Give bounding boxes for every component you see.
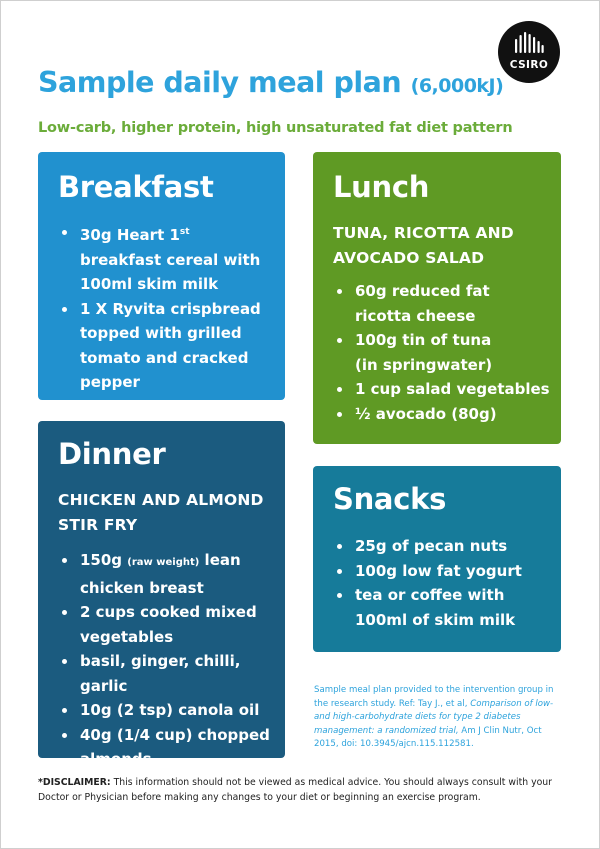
dinner-heading: Dinner	[58, 437, 166, 471]
list-item: 60g reduced fat ricotta cheese	[333, 279, 540, 328]
dinner-recipe-name: CHICKEN AND ALMOND STIR FRY	[58, 491, 264, 534]
list-item: 25g of pecan nuts	[333, 534, 548, 559]
page-title	[38, 66, 503, 99]
csiro-logo-mark-icon	[512, 31, 546, 55]
title-energy: (6,000kJ)	[410, 75, 504, 97]
dinner-card	[38, 421, 285, 768]
list-item: 40g (1/4 cup) chopped almonds	[58, 723, 270, 772]
logo-text: CSIRO	[509, 59, 549, 71]
lunch-heading: Lunch	[333, 170, 430, 204]
snacks-card	[313, 466, 561, 652]
list-item: 1 cup salad vegetables	[333, 377, 553, 402]
list-item: 1 X Ryvita crispbread topped with grilled tomato and cracked pepper	[58, 297, 270, 395]
lunch-card	[313, 152, 561, 444]
list-item: ½ avocado (80g)	[333, 402, 553, 427]
title-text: Sample daily meal plan	[38, 66, 402, 99]
lunch-list	[333, 279, 553, 426]
list-item: 100g tin of tuna (in springwater)	[333, 328, 553, 377]
list-item: 100g low fat yogurt	[333, 559, 548, 584]
list-item: 30g Heart 1st breakfast cereal with 100ml skim milk	[58, 220, 270, 297]
dinner-list	[58, 548, 283, 772]
snacks-list	[333, 534, 548, 632]
list-item: 2 cups cooked mixed vegetables	[58, 600, 270, 649]
list-item: basil, ginger, chilli, garlic	[58, 649, 283, 698]
research-reference: Sample meal plan provided to the intervention group in the research study. Ref: Tay J., et al, Comparison of low- and high-carbohydrate diets for type 2 diabetes management: a randomized trial, Am J Clin Nutr, Oct 2015, doi: 10.3945/ajcn.115.112581.	[314, 685, 554, 749]
disclaimer-text: This information should not be viewed as medical advice. You should always consult with your Doctor or Physician before making any changes to your diet or beginning an exercise program.	[38, 777, 552, 803]
breakfast-card	[38, 152, 285, 400]
list-item: 10g (2 tsp) canola oil	[58, 698, 283, 723]
disclaimer-label: *DISCLAIMER:	[38, 777, 111, 788]
lunch-recipe-name: TUNA, RICOTTA AND AVOCADO SALAD	[333, 224, 514, 267]
snacks-heading: Snacks	[333, 482, 447, 516]
disclaimer	[38, 775, 568, 805]
page-subtitle: Low-carb, higher protein, high unsaturated fat diet pattern	[38, 120, 513, 136]
list-item: 150g (raw weight) lean chicken breast	[58, 548, 260, 600]
list-item: tea or coffee with 100ml of skim milk	[333, 583, 550, 632]
breakfast-list	[58, 220, 270, 395]
csiro-logo	[498, 21, 560, 83]
breakfast-heading: Breakfast	[58, 170, 214, 204]
